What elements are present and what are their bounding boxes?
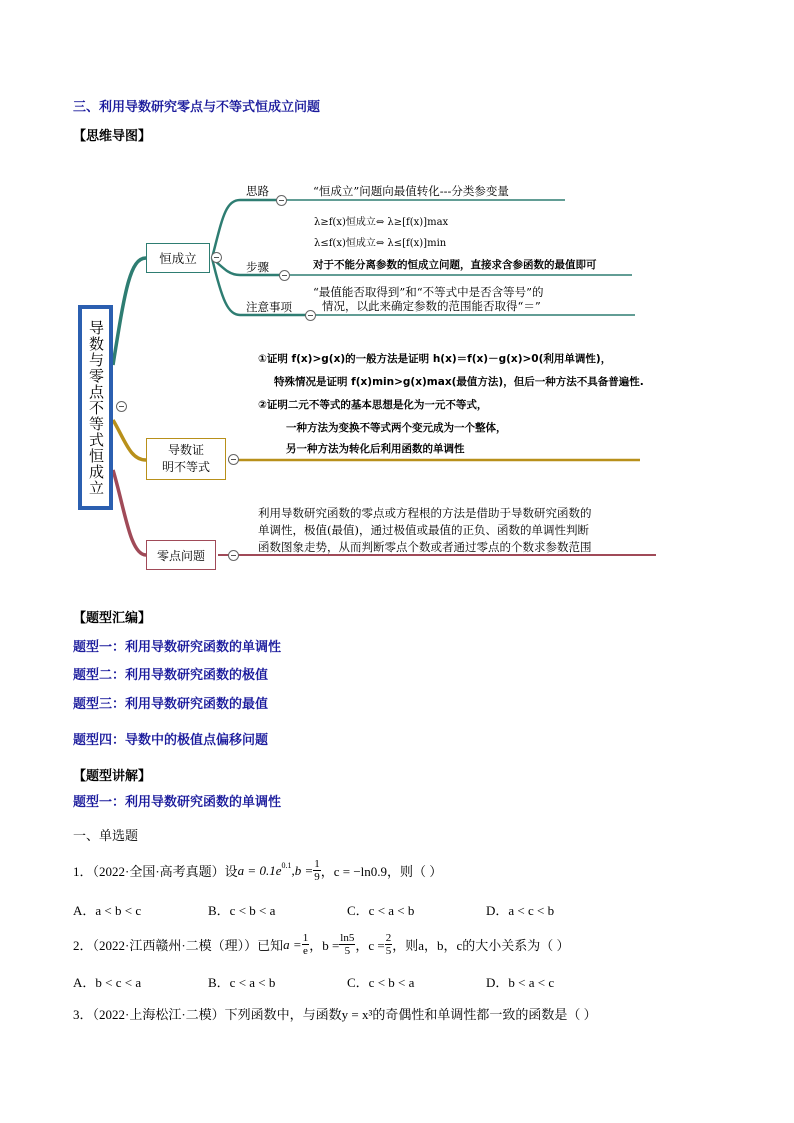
- q1-b-num: 1: [314, 858, 320, 870]
- q1-b-lhs: ,b =: [291, 862, 314, 878]
- type-item-3: 题型三：利用导数研究函数的最值: [73, 697, 269, 712]
- q1-suffix: ，则（ ）: [387, 864, 443, 879]
- zero-line3: 函数图象走势，从而判断零点个数或者通过零点的个数求参数范围: [258, 540, 592, 554]
- q1-a-expr: a = 0.1e: [237, 862, 282, 878]
- branch-zero: [146, 540, 216, 570]
- notes-label: 注意事项: [246, 300, 292, 314]
- q2-option-d[interactable]: D．b < a < c: [486, 975, 555, 990]
- steps-collapse-icon[interactable]: [279, 270, 290, 281]
- branch2-collapse-icon[interactable]: [228, 454, 239, 465]
- branch1-collapse-icon[interactable]: [211, 252, 222, 263]
- explain-heading: 【题型讲解】: [73, 769, 152, 784]
- formula-min: λ≤f(x)恒成立⇔ λ≤[f(x)]min: [314, 238, 447, 249]
- question-3: 3．（2022·上海松江·二模）下列函数中，与函数y = x³的奇偶性和单调性都一致的函数是（ ）: [73, 1007, 597, 1022]
- q2-a-num: 1: [302, 932, 309, 944]
- proof-line4: 一种方法为变换不等式两个变元成为一个整体，: [286, 422, 507, 434]
- thinking-label: 思路: [246, 184, 269, 198]
- mindmap-heading: 【思维导图】: [73, 129, 152, 144]
- single-choice-heading: 一、单选题: [73, 829, 139, 844]
- section-title: 三、利用导数研究零点与不等式恒成立问题: [73, 100, 321, 115]
- q1-option-c[interactable]: C．c < a < b: [347, 903, 415, 918]
- q2-b-lhs: ，b =: [309, 938, 340, 953]
- q1-c-expr: ，c = −ln0.9: [320, 864, 388, 879]
- steps-text: 对于不能分离参数的恒成立问题，直接求含参函数的最值即可: [313, 259, 597, 271]
- proof-line5: 另一种方法为转化后利用函数的单调性: [286, 443, 465, 455]
- thinking-collapse-icon[interactable]: [276, 195, 287, 206]
- branch-zero-label: 零点问题: [156, 548, 205, 563]
- q1-a-exp: 0.1: [281, 861, 292, 870]
- branch-proof-label-1: 导数证: [167, 443, 204, 457]
- mindmap-root-label: 导数与零点不等式恒成立: [87, 319, 105, 496]
- q2-c-frac: [385, 932, 393, 957]
- question-2: [73, 932, 570, 957]
- proof-line1: ①证明 f(x)>g(x)的一般方法是证明 h(x)＝f(x)－g(x)>0(利用单调性)，: [258, 353, 612, 365]
- q2-a-den: e: [303, 945, 308, 957]
- q2-b-den: 5: [344, 945, 351, 957]
- q1-option-a[interactable]: A．a < b < c: [73, 903, 142, 918]
- q2-suffix: ，则a，b，c的大小关系为（ ）: [392, 938, 570, 953]
- branch-hengchengli: [146, 243, 210, 273]
- proof-line3: ②证明二元不等式的基本思想是化为一元不等式，: [258, 399, 488, 411]
- types-heading: 【题型汇编】: [73, 611, 152, 626]
- explain-type: 题型一：利用导数研究函数的单调性: [73, 795, 282, 810]
- q2-prefix: 2．（2022·江西赣州·二模（理））已知: [73, 938, 284, 953]
- q2-a-frac: [302, 932, 310, 957]
- notes-collapse-icon[interactable]: [305, 310, 316, 321]
- q2-option-a[interactable]: A．b < c < a: [73, 975, 142, 990]
- zero-line2: 单调性，极值(最值)，通过极值或最值的正负、函数的单调性判断: [258, 523, 589, 537]
- mindmap-root: [78, 305, 113, 510]
- q2-option-b[interactable]: B．c < a < b: [208, 975, 276, 990]
- notes-line2: 情况，以此来确定参数的范围能否取得“＝”: [322, 299, 541, 313]
- q2-a-lhs: a =: [283, 936, 302, 952]
- branch-proof: [146, 438, 226, 480]
- type-item-2: 题型二：利用导数研究函数的极值: [73, 668, 269, 683]
- root-collapse-icon[interactable]: [116, 401, 127, 412]
- branch3-collapse-icon[interactable]: [228, 550, 239, 561]
- type-item-1: 题型一：利用导数研究函数的单调性: [73, 640, 282, 655]
- thinking-text: “恒成立”问题向最值转化---分类参变量: [313, 184, 509, 198]
- q2-c-lhs: ，c =: [355, 938, 385, 953]
- q2-option-c[interactable]: C．c < b < a: [347, 975, 415, 990]
- notes-line1: “最值能否取得到”和“不等式中是否含等号”的: [313, 285, 544, 299]
- q1-b-frac: [313, 858, 321, 883]
- q1-b-den: 9: [314, 871, 320, 883]
- q2-b-frac: [339, 932, 355, 957]
- steps-label: 步骤: [246, 260, 269, 274]
- q2-c-den: 5: [385, 945, 392, 957]
- proof-line2: 特殊情况是证明 f(x)min>g(x)max(最值方法)，但后一种方法不具备普遍性.: [274, 376, 644, 388]
- question-1: [73, 858, 442, 883]
- formula-max: λ≥f(x)恒成立⇔ λ≥[f(x)]max: [314, 217, 449, 228]
- q1-option-b[interactable]: B．c < b < a: [208, 903, 276, 918]
- q1-prefix: 1．（2022·全国·高考真题）设: [73, 864, 238, 879]
- q2-c-num: 2: [385, 932, 392, 944]
- q2-b-num: ln5: [340, 932, 355, 944]
- branch-proof-label-2: 明不等式: [161, 460, 210, 474]
- branch-hengchengli-label: 恒成立: [159, 251, 197, 266]
- type-item-4: 题型四：导数中的极值点偏移问题: [73, 733, 269, 748]
- zero-line1: 利用导数研究函数的零点或方程根的方法是借助于导数研究函数的: [258, 506, 592, 520]
- q1-option-d[interactable]: D．a < c < b: [486, 903, 555, 918]
